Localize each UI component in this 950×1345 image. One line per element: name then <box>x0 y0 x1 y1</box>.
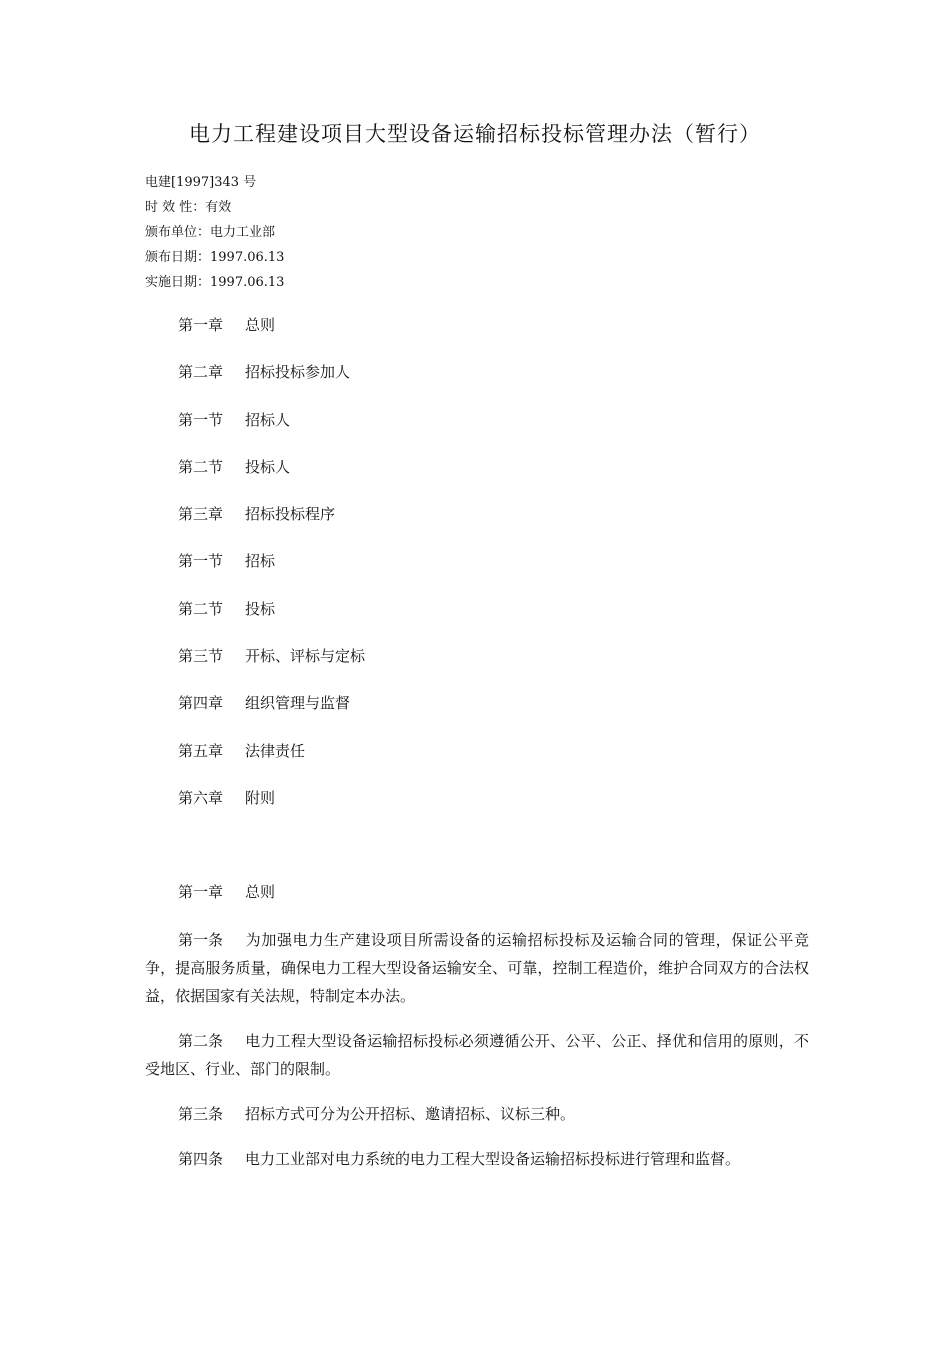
document-title: 电力工程建设项目大型设备运输招标投标管理办法（暂行） <box>189 122 761 146</box>
toc-item-label: 投标 <box>245 599 276 618</box>
toc-item <box>178 594 365 641</box>
toc-item-label: 投标人 <box>245 457 291 476</box>
meta-effective-date: 实施日期：1997.06.13 <box>145 275 285 290</box>
toc-item-number: 第一章 <box>178 316 224 334</box>
toc-item <box>178 499 365 546</box>
toc-item-number: 第二章 <box>178 363 224 382</box>
toc-item-label: 组织管理与监督 <box>245 694 351 713</box>
toc-item-number: 第四章 <box>178 694 224 713</box>
article-number: 第四条 <box>178 1150 224 1168</box>
article-paragraph <box>145 1145 809 1173</box>
meta-issuer: 颁布单位：电力工业部 <box>145 225 276 240</box>
chapter-number: 第一章 <box>178 883 224 901</box>
toc-item-number: 第五章 <box>178 741 224 760</box>
meta-issue-date: 颁布日期：1997.06.13 <box>145 250 285 265</box>
article-paragraph <box>145 1027 809 1083</box>
table-of-contents <box>178 310 365 830</box>
toc-item-number: 第二节 <box>178 457 224 476</box>
toc-item-label: 招标人 <box>245 410 291 429</box>
toc-item-label: 开标、评标与定标 <box>245 647 366 666</box>
toc-item-number: 第三章 <box>178 505 224 524</box>
article-list <box>145 926 809 1190</box>
toc-item <box>178 310 365 357</box>
article-paragraph <box>145 1100 809 1128</box>
toc-item <box>178 452 365 499</box>
toc-item <box>178 688 365 735</box>
article-number: 第三条 <box>178 1105 224 1123</box>
article-text: 为加强电力生产建设项目所需设备的运输招标投标及运输合同的管理，保证公平竞争，提高服务质量，确保电力工程大型设备运输安全、可靠，控制工程造价，维护合同双方的合法权益，依据国家有关法规，特制定本办法。 <box>145 931 809 1005</box>
chapter-heading <box>178 877 275 907</box>
toc-item <box>178 405 365 452</box>
toc-item-number: 第二节 <box>178 599 224 618</box>
toc-item-label: 招标投标程序 <box>245 505 336 524</box>
meta-validity: 时 效 性：有效 <box>145 200 232 215</box>
article-text: 招标方式可分为公开招标、邀请招标、议标三种。 <box>245 1105 576 1123</box>
chapter-title: 总则 <box>245 883 276 901</box>
toc-item-number: 第一节 <box>178 552 224 571</box>
article-number: 第一条 <box>178 931 224 949</box>
toc-item <box>178 783 365 830</box>
toc-item <box>178 736 365 783</box>
toc-item-number: 第一节 <box>178 410 224 429</box>
toc-item-label: 附则 <box>245 788 276 807</box>
toc-item-number: 第六章 <box>178 788 224 807</box>
toc-item <box>178 546 365 593</box>
document-meta <box>145 170 284 295</box>
meta-doc-number: 电建[1997]343 号 <box>145 175 257 190</box>
article-paragraph <box>145 926 809 1010</box>
toc-item <box>178 357 365 404</box>
toc-item-label: 招标投标参加人 <box>245 363 351 382</box>
article-text: 电力工程大型设备运输招标投标必须遵循公开、公平、公正、择优和信用的原则，不受地区、行业、部门的限制。 <box>145 1032 809 1078</box>
toc-item-label: 总则 <box>245 316 276 334</box>
toc-item-number: 第三节 <box>178 647 224 666</box>
toc-item-label: 法律责任 <box>245 741 306 760</box>
article-text: 电力工业部对电力系统的电力工程大型设备运输招标投标进行管理和监督。 <box>245 1150 741 1168</box>
article-number: 第二条 <box>178 1032 224 1050</box>
toc-item <box>178 641 365 688</box>
toc-item-label: 招标 <box>245 552 276 571</box>
